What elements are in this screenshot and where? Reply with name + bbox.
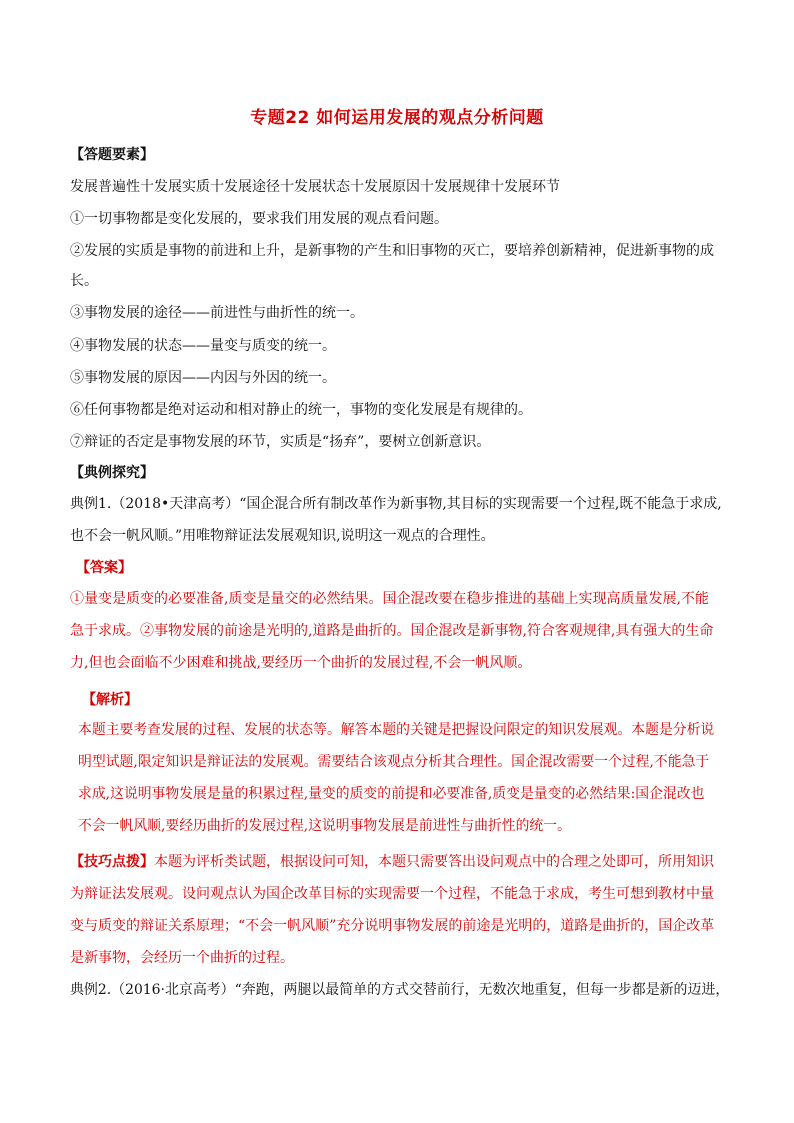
item-line: ④事物发展的状态——量变与质变的统一。 — [70, 338, 336, 354]
analysis-line: 不会一帆风顺,要经历曲折的发展过程,这说明事物发展是前进性与曲折性的统一。 — [78, 818, 571, 834]
tips-line: 为辩证法发展观。设问观点认为国企改革目标的实现需要一个过程，不能急于求成，考生可想到教材中量 — [70, 886, 714, 902]
answer-heading: 【答案】 — [76, 560, 132, 576]
tips-line: 是新事物，会经历一个曲折的过程。 — [70, 950, 294, 966]
example1-line: 也不会一帆风顺。”用唯物辩证法发展观知识,说明这一观点的合理性。 — [70, 528, 495, 544]
answer-line: 力,但也会面临不少困难和挑战,要经历一个曲折的发展过程,不会一帆风顺。 — [70, 655, 532, 671]
example1-line: 典例1.（2018•天津高考）“国企混合所有制改革作为新事物,其目标的实现需要一个过程,既不能急于求成, — [70, 496, 722, 512]
tips-text: 本题为评析类试题，根据设问可知，本题只需要答出设问观点中的合理之处即可，所用知识 — [154, 854, 714, 870]
tips-line — [70, 852, 730, 872]
page-title: 专题22 如何运用发展的观点分析问题 — [250, 108, 544, 128]
item-line: ②发展的实质是事物的前进和上升，是新事物的产生和旧事物的灭亡，要培养创新精神，促进新事物的成 — [70, 243, 714, 259]
examples-heading: 【典例探究】 — [70, 465, 154, 481]
answer-line: ①量变是质变的必要准备,质变是量交的必然结果。国企混改要在稳步推进的基础上实现高质量发展,不能 — [70, 591, 709, 607]
item-line: ⑥任何事物都是绝对运动和相对静止的统一，事物的变化发展是有规律的。 — [70, 402, 532, 418]
tips-label: 【技巧点拨】 — [70, 854, 154, 870]
analysis-line: 求成,这说明事物发展是量的积累过程,量变的质变的前提和必要准备,质变是量变的必然结果:国企混改也 — [78, 786, 705, 802]
answer-line: 急于求成。②事物发展的前途是光明的,道路是曲折的。国企混改是新事物,符合客观规律,具有强大的生命 — [70, 623, 714, 639]
analysis-line: 明型试题,限定知识是辩证法的发展观。需要结合该观点分析其合理性。国企混改需要一个过程,不能急于 — [78, 754, 710, 770]
analysis-line: 本题主要考查发展的过程、发展的状态等。解答本题的关键是把握设问限定的知识发展观。本题是分析说 — [78, 722, 715, 738]
analysis-heading: 【解析】 — [82, 692, 138, 708]
summary-line: 发展普遍性十发展实质十发展途径十发展状态十发展原因十发展规律十发展环节 — [70, 179, 560, 195]
tips-line: 变与质变的辩证关系原理；“不会一帆风顺”充分说明事物发展的前途是光明的，道路是曲折的，国企改革 — [70, 918, 715, 934]
example2-line: 典例2.（2016·北京高考）“奔跑，两腿以最简单的方式交替前行，无数次地重复，但每一步都是新的迈进， — [70, 982, 730, 998]
item-line: 长。 — [70, 273, 98, 289]
answer-elements-heading: 【答题要素】 — [70, 147, 154, 163]
item-line: ⑤事物发展的原因——内因与外因的统一。 — [70, 370, 336, 386]
item-line: ③事物发展的途径——前进性与曲折性的统一。 — [70, 305, 364, 321]
item-line: ①一切事物都是变化发展的，要求我们用发展的观点看问题。 — [70, 211, 448, 227]
item-line: ⑦辩证的否定是事物发展的环节，实质是“扬弃”，要树立创新意识。 — [70, 434, 491, 450]
